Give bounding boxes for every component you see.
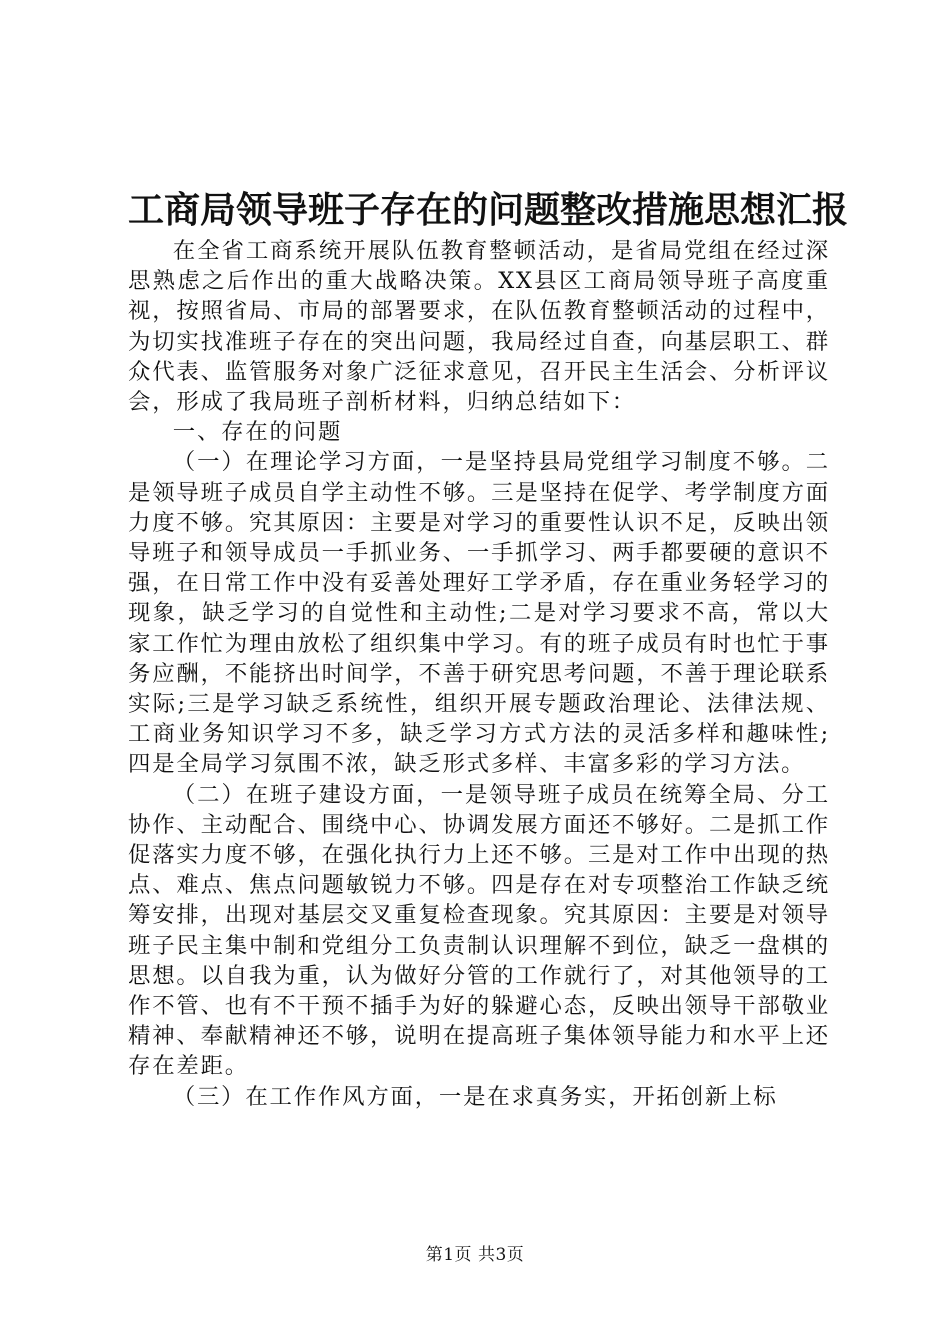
page-number-footer: 第1页 共3页 [425, 1245, 525, 1265]
document-body [128, 236, 830, 1112]
paragraph-work-style: （三）在工作作风方面，一是在求真务实，开拓创新上标 [172, 1083, 778, 1110]
paragraph-theory-study: （一）在理论学习方面，一是坚持县局党组学习制度不够。二是领导班子成员自学主动性不够。三是坚持在促学、考学制度方面力度不够。究其原因：主要是对学习的重要性认识不足，反映出领导班子和领导成员一手抓业务、一手抓学习、两手都要硬的意识不强，在日常工作中没有妥善处理好工学矛盾，存在重业务轻学习的现象，缺乏学习的自觉性和主动性;二是对学习要求不高，常以大家工作忙为理由放松了组织集中学习。有的班子成员有时也忙于事务应酬，不能挤出时间学，不善于研究思考问题，不善于理论联系实际;三是学习缺乏系统性，组织开展专题政治理论、法律法规、工商业务知识学习不多，缺乏学习方式方法的灵活多样和趣味性;四是全局学习氛围不浓，缺乏形式多样、丰富多彩的学习方法。 [128, 449, 830, 778]
section-heading-problems: 一、存在的问题 [172, 419, 343, 446]
document-title: 工商局领导班子存在的问题整改措施思想汇报 [128, 189, 849, 231]
paragraph-team-building: （二）在班子建设方面，一是领导班子成员在统筹全局、分工协作、主动配合、围绕中心、协调发展方面还不够好。二是抓工作促落实力度不够，在强化执行力上还不够。三是对工作中出现的热点、难点、焦点问题敏锐力不够。四是存在对专项整治工作缺乏统筹安排，出现对基层交叉重复检查现象。究其原因：主要是对领导班子民主集中制和党组分工负责制认识理解不到位，缺乏一盘棋的思想。以自我为重，认为做好分管的工作就行了，对其他领导的工作不管、也有不干预不插手为好的躲避心态，反映出领导干部敬业精神、奉献精神还不够，说明在提高班子集体领导能力和水平上还存在差距。 [128, 781, 830, 1080]
paragraph-intro: 在全省工商系统开展队伍教育整顿活动，是省局党组在经过深思熟虑之后作出的重大战略决策。XX县区工商局领导班子高度重视，按照省局、市局的部署要求，在队伍教育整顿活动的过程中，为切实找准班子存在的突出问题，我局经过自查，向基层职工、群众代表、监管服务对象广泛征求意见，召开民主生活会、分析评议会，形成了我局班子剖析材料，归纳总结如下： [128, 238, 830, 416]
